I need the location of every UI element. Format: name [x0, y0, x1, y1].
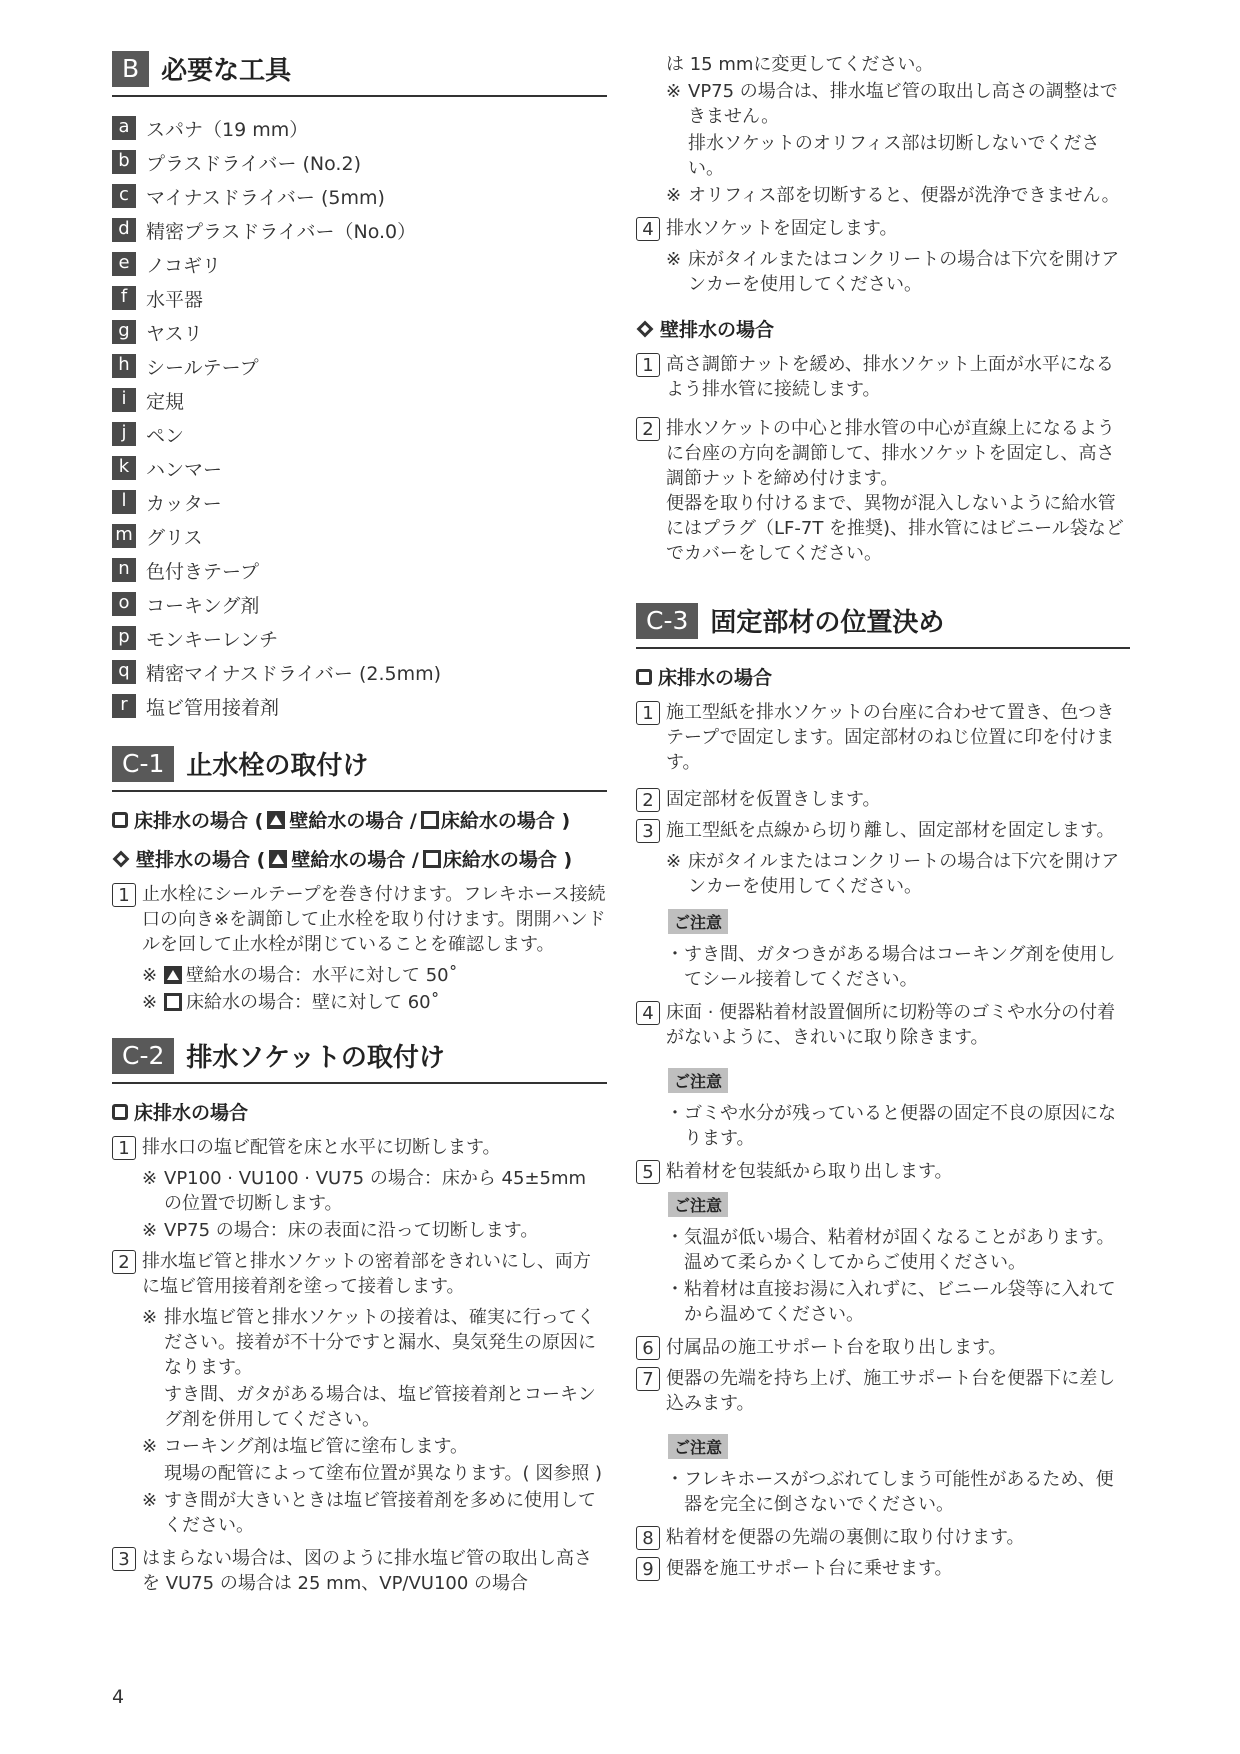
- note-text: 床給水の場合：壁に対して 60˚: [186, 992, 440, 1013]
- tool-label: 色付きテープ: [146, 560, 260, 583]
- tool-letter: e: [112, 252, 136, 276]
- section-c1-title: 止水栓の取付け: [186, 751, 369, 781]
- step-text: 付属品の施工サポート台を取り出します。: [666, 1337, 1007, 1358]
- c2-step4-note: [666, 247, 1130, 297]
- tool-letter: i: [112, 388, 136, 412]
- tool-letter: m: [112, 524, 136, 548]
- tool-item: [112, 349, 607, 383]
- tool-letter: j: [112, 422, 136, 446]
- tool-item: [112, 213, 607, 247]
- triangle-icon: [164, 966, 182, 984]
- section-c2-tag: C-2: [112, 1038, 174, 1074]
- step-number: 9: [636, 1557, 660, 1581]
- c2-wall-step-2: [636, 416, 1130, 566]
- c3-step-1: [636, 700, 1130, 775]
- tool-letter: g: [112, 320, 136, 344]
- c3-sub-floor-drain: [636, 663, 1130, 690]
- step-number: 7: [636, 1367, 660, 1391]
- bullet-mark: ・: [666, 1227, 684, 1248]
- tool-letter: c: [112, 184, 136, 208]
- bullet-mark: ・: [666, 1469, 684, 1490]
- c1-sub1-b: 壁給水の場合 /: [289, 810, 417, 832]
- step-text: はまらない場合は、図のように排水塩ビ管の取出し高さを VU75 の場合は 25 mm、VP/VU100 の場合: [142, 1548, 592, 1594]
- c2-step-3: [112, 1546, 607, 1596]
- step-text: 施工型紙を排水ソケットの台座に合わせて置き、色つきテープで固定します。固定部材のねじ位置に印を付けます。: [666, 702, 1115, 773]
- tool-item: [112, 485, 607, 519]
- caution-text: フレキホースがつぶれてしまう可能性があるため、便器を完全に倒さないでください。: [684, 1469, 1114, 1515]
- note-text: すき間が大きいときは塩ビ管接着剤を多めに使用してください。: [164, 1490, 596, 1536]
- diamond-icon: [636, 320, 654, 338]
- step-number: 3: [636, 819, 660, 843]
- caution-text: 気温が低い場合、粘着材が固くなることがあります。温めて柔らかくしてからご使用ください。: [684, 1227, 1115, 1273]
- section-b-tag: B: [112, 51, 149, 87]
- c3-sub-label: 床排水の場合: [658, 667, 773, 689]
- tool-label: シールテープ: [146, 356, 259, 379]
- step-text: 施工型紙を点線から切り離し、固定部材を固定します。: [666, 820, 1115, 841]
- note-mark: ※: [142, 1220, 158, 1241]
- c1-sub-wall-drain: [112, 845, 607, 872]
- tool-label: ノコギリ: [146, 254, 222, 277]
- note-mark: ※: [142, 1168, 158, 1189]
- tool-item: [112, 519, 607, 553]
- note-mark: ※: [142, 1436, 158, 1457]
- caution-bullet: [666, 1467, 1130, 1517]
- tool-item: [112, 621, 607, 655]
- tool-label: 精密マイナスドライバー (2.5mm): [146, 662, 442, 685]
- c3-step-5: [636, 1159, 1130, 1184]
- note-text: 排水塩ビ管と排水ソケットの接着は、確実に行ってください。接着が不十分ですと漏水、臭気発生の原因になります。: [164, 1307, 596, 1378]
- tool-item: [112, 383, 607, 417]
- circle-icon: [112, 1104, 128, 1120]
- step-number: 2: [636, 788, 660, 812]
- section-c3-header: [636, 602, 1130, 649]
- note: [666, 131, 1130, 181]
- tool-label: カッター: [146, 492, 222, 515]
- tool-letter: o: [112, 592, 136, 616]
- tool-item: [112, 553, 607, 587]
- tool-letter: b: [112, 150, 136, 174]
- tool-letter: f: [112, 286, 136, 310]
- step-number: 5: [636, 1160, 660, 1184]
- step-extra-text: 便器を取り付けるまで、異物が混入しないように給水管にはプラグ（LF-7T を推奨)、排水管にはビニール袋などでカバーをしてください。: [666, 493, 1124, 564]
- c1-note-2: [142, 990, 607, 1015]
- square-icon: [164, 993, 182, 1011]
- step-text: 高さ調節ナットを緩め、排水ソケット上面が水平になるよう排水管に接続します。: [666, 354, 1114, 400]
- note-text: 現場の配管によって塗布位置が異なります。( 図参照 ): [164, 1463, 603, 1484]
- note-text: 壁給水の場合：水平に対して 50˚: [186, 965, 458, 986]
- caution-label: ご注意: [668, 1434, 728, 1459]
- tool-label: ハンマー: [146, 458, 223, 481]
- note: [142, 1382, 607, 1432]
- caution-text: 粘着材は直接お湯に入れずに、ビニール袋等に入れてから温めてください。: [684, 1279, 1116, 1325]
- tool-label: ヤスリ: [146, 322, 203, 345]
- tool-letter: p: [112, 626, 136, 650]
- tool-item: [112, 689, 607, 723]
- right-column: [636, 52, 1130, 1587]
- c1-step-1: [112, 882, 607, 957]
- square-icon: [421, 811, 439, 829]
- c2-step-1: [112, 1135, 607, 1160]
- note-mark: ※: [666, 81, 682, 102]
- triangle-icon: [267, 811, 285, 829]
- tool-label: 水平器: [146, 288, 204, 311]
- tool-item: [112, 281, 607, 315]
- tool-item: [112, 655, 607, 689]
- tool-label: 塩ビ管用接着剤: [146, 696, 280, 719]
- page-number: 4: [112, 1686, 125, 1708]
- step-text: 排水ソケットを固定します。: [666, 218, 898, 239]
- c3-step-2: [636, 787, 1130, 812]
- tool-label: モンキーレンチ: [146, 628, 279, 651]
- caution-text: ゴミや水分が残っていると便器の固定不良の原因になります。: [684, 1103, 1116, 1149]
- step-number: 4: [636, 1001, 660, 1025]
- step-number: 2: [636, 417, 660, 441]
- tool-item: [112, 451, 607, 485]
- note: [142, 1434, 607, 1459]
- bullet-mark: ・: [666, 1103, 684, 1124]
- note-text: VP100 · VU100 · VU75 の場合：床から 45±5mm の位置で切断します。: [164, 1168, 587, 1214]
- section-c3-tag: C-3: [636, 603, 698, 639]
- note-text: オリフィス部を切断すると、便器が洗浄できません。: [688, 185, 1120, 206]
- step-number: 1: [636, 353, 660, 377]
- tool-label: グリス: [146, 526, 203, 549]
- c3-step3-note: [666, 849, 1130, 899]
- note-text: VP75 の場合：床の表面に沿って切断します。: [164, 1220, 539, 1241]
- section-c2-title: 排水ソケットの取付け: [186, 1043, 445, 1073]
- c2-step3-continuation: は 15 mmに変更してください。: [666, 54, 934, 75]
- tool-label: コーキング剤: [146, 594, 260, 617]
- step-text: 粘着材を便器の先端の裏側に取り付けます。: [666, 1527, 1025, 1548]
- step-text: 便器の先端を持ち上げ、施工サポート台を便器下に差し込みます。: [666, 1368, 1116, 1414]
- caution-bullet: [666, 1277, 1130, 1327]
- left-column: [112, 50, 607, 1602]
- note: [142, 1461, 607, 1486]
- tool-letter: r: [112, 694, 136, 718]
- c2-wall-sub-label: 壁排水の場合: [660, 319, 775, 341]
- note-mark: ※: [666, 249, 682, 270]
- step-text: 床面 · 便器粘着材設置個所に切粉等のゴミや水分の付着がないように、きれいに取り除きます。: [666, 1002, 1116, 1048]
- tool-item: [112, 315, 607, 349]
- c1-sub2-a: 壁排水の場合 (: [136, 849, 266, 871]
- note: [142, 1166, 607, 1216]
- step-text: 排水塩ビ管と排水ソケットの密着部をきれいにし、両方に塩ビ管用接着剤を塗って接着します。: [142, 1251, 591, 1297]
- c3-step-9: [636, 1556, 1130, 1581]
- note-text: すき間、ガタがある場合は、塩ビ管接着剤とコーキング剤を併用してください。: [164, 1384, 596, 1430]
- circle-icon: [112, 812, 128, 828]
- step-text: 排水口の塩ビ配管を床と水平に切断します。: [142, 1137, 501, 1158]
- section-b-header: [112, 50, 607, 97]
- note-mark: ※: [666, 185, 682, 206]
- caution-bullet: [666, 942, 1130, 992]
- step-number: 8: [636, 1526, 660, 1550]
- note-mark: ※: [142, 992, 158, 1013]
- step-number: 4: [636, 217, 660, 241]
- caution-bullet: [666, 1225, 1130, 1275]
- c1-sub1-a: 床排水の場合 (: [134, 810, 264, 832]
- step-number: 6: [636, 1336, 660, 1360]
- note-text: 排水ソケットのオリフィス部は切断しないでください。: [688, 133, 1100, 179]
- note: [666, 183, 1130, 208]
- note-text: 床がタイルまたはコンクリートの場合は下穴を開けアンカーを使用してください。: [688, 249, 1120, 295]
- diamond-icon: [112, 850, 130, 868]
- c2-step-4: [636, 216, 1130, 241]
- tool-label: ペン: [146, 424, 185, 447]
- c3-step-7: [636, 1366, 1130, 1416]
- note-mark: ※: [142, 965, 158, 986]
- caution-label: ご注意: [668, 909, 728, 934]
- section-b-title: 必要な工具: [161, 56, 292, 86]
- c3-step-3: [636, 818, 1130, 843]
- c1-sub2-b: 壁給水の場合 /: [291, 849, 419, 871]
- step-text: 便器を施工サポート台に乗せます。: [666, 1558, 953, 1579]
- step-text: 粘着材を包装紙から取り出します。: [666, 1161, 953, 1182]
- tool-label: プラスドライバー (No.2): [146, 152, 361, 175]
- c2-sub-wall-drain: [636, 315, 1130, 342]
- step-number: 1: [112, 1136, 136, 1160]
- note-mark: [142, 1382, 164, 1432]
- c2-step-2: [112, 1249, 607, 1299]
- note-mark: ※: [142, 1307, 158, 1328]
- section-c1-tag: C-1: [112, 746, 174, 782]
- step-number: 1: [636, 701, 660, 725]
- tool-letter: k: [112, 456, 136, 480]
- tool-item: [112, 417, 607, 451]
- step-number: 3: [112, 1547, 136, 1571]
- tool-item: [112, 179, 607, 213]
- note-text: VP75 の場合は、排水塩ビ管の取出し高さの調整はできません。: [688, 81, 1118, 127]
- tool-letter: q: [112, 660, 136, 684]
- c3-step-4: [636, 1000, 1130, 1050]
- note-mark: ※: [142, 1490, 158, 1511]
- note-text: コーキング剤は塩ビ管に塗布します。: [164, 1436, 469, 1457]
- bullet-mark: ・: [666, 1279, 684, 1300]
- tool-item: [112, 111, 607, 145]
- note-text: 床がタイルまたはコンクリートの場合は下穴を開けアンカーを使用してください。: [688, 851, 1120, 897]
- note: [666, 79, 1130, 129]
- c1-sub-floor-drain: [112, 806, 607, 833]
- note: [142, 1305, 607, 1380]
- tool-label: 定規: [146, 390, 185, 413]
- note: [142, 1488, 607, 1538]
- note: [142, 1218, 607, 1243]
- c2-cont-notes: [636, 79, 1130, 208]
- step-text: 固定部材を仮置きします。: [666, 789, 881, 810]
- tool-letter: d: [112, 218, 136, 242]
- tool-letter: l: [112, 490, 136, 514]
- circle-icon: [636, 669, 652, 685]
- bullet-mark: ・: [666, 944, 684, 965]
- note-mark: [666, 131, 688, 181]
- tool-list: [112, 111, 607, 723]
- c2-sub-label: 床排水の場合: [134, 1102, 249, 1124]
- c2-sub-floor-drain: [112, 1098, 607, 1125]
- tool-item: [112, 247, 607, 281]
- c2-wall-step-1: [636, 352, 1130, 402]
- tool-item: [112, 587, 607, 621]
- c1-sub1-c: 床給水の場合 ): [440, 810, 571, 832]
- c1-note-1: [142, 963, 607, 988]
- square-icon: [423, 850, 441, 868]
- caution-bullet: [666, 1101, 1130, 1151]
- step-number: 1: [112, 883, 136, 907]
- c3-step-6: [636, 1335, 1130, 1360]
- tool-label: マイナスドライバー (5mm): [146, 186, 385, 209]
- section-c1-header: [112, 745, 607, 792]
- c1-sub2-c: 床給水の場合 ): [442, 849, 573, 871]
- note-mark: [142, 1461, 164, 1486]
- tool-letter: a: [112, 116, 136, 140]
- caution-text: すき間、ガタつきがある場合はコーキング剤を使用してシール接着してください。: [684, 944, 1116, 990]
- step-text: 排水ソケットの中心と排水管の中心が直線上になるように台座の方向を調節して、排水ソケットを固定し、高さ調節ナットを締め付けます。: [666, 418, 1115, 489]
- step-text: 止水栓にシールテープを巻き付けます。フレキホース接続口の向き※を調節して止水栓を取り付けます。閉開ハンドルを回して止水栓が閉じていることを確認します。: [142, 884, 606, 955]
- tool-label: スパナ（19 mm）: [146, 118, 309, 141]
- caution-label: ご注意: [668, 1192, 728, 1217]
- triangle-icon: [269, 850, 287, 868]
- c2-step2-notes: [112, 1305, 607, 1538]
- c3-step-8: [636, 1525, 1130, 1550]
- step-number: 2: [112, 1250, 136, 1274]
- tool-letter: h: [112, 354, 136, 378]
- section-c2-header: [112, 1037, 607, 1084]
- tool-label: 精密プラスドライバー（No.0）: [146, 220, 417, 243]
- c2-step1-notes: [112, 1166, 607, 1243]
- section-c3-title: 固定部材の位置決め: [710, 608, 945, 638]
- note-mark: ※: [666, 851, 682, 872]
- tool-letter: n: [112, 558, 136, 582]
- tool-item: [112, 145, 607, 179]
- caution-label: ご注意: [668, 1068, 728, 1093]
